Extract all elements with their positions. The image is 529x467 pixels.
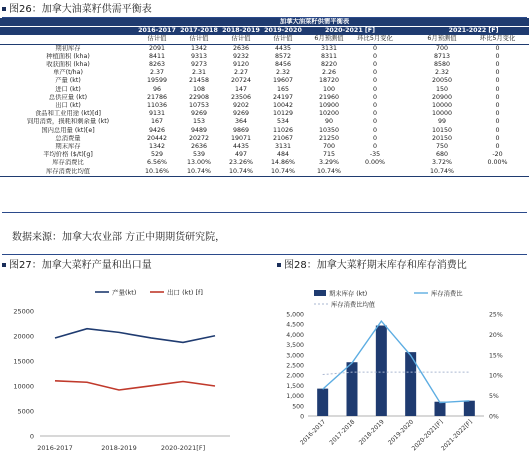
table-cell: 0 xyxy=(372,126,377,134)
table-cell: 10.74% xyxy=(178,168,220,177)
table-cell: 8572 xyxy=(274,52,292,60)
table-cell: 11036 xyxy=(146,102,168,110)
table-cell: 10200 xyxy=(318,110,340,118)
y-tick-label: 5000 xyxy=(17,407,34,416)
x-tick-label: 2018-2019 xyxy=(101,444,137,452)
bar xyxy=(347,362,358,416)
y-left-tick-label: 500 xyxy=(292,403,304,411)
x-tick-label: 2020-2021[F] xyxy=(160,444,206,452)
row-label: 单产(t/ha) xyxy=(53,69,83,77)
table-cell: 2636 xyxy=(190,143,208,151)
table-cell: 20900 xyxy=(431,93,453,101)
table-cell: 20150 xyxy=(431,134,453,142)
col-subheader: 估计值 xyxy=(262,35,304,44)
table-cell: 0 xyxy=(372,118,377,126)
y-right-tick-label: 20% xyxy=(489,331,503,339)
table-cell: 0 xyxy=(372,134,377,142)
table-cell: 750 xyxy=(435,143,449,151)
table-cell: 8263 xyxy=(148,61,166,69)
x-tick-label: 2016-2017 xyxy=(37,444,73,452)
legend-label: 产量(kt) xyxy=(112,288,137,297)
table-cell: 10042 xyxy=(272,102,294,110)
table-cell xyxy=(396,151,418,159)
bar xyxy=(376,326,387,416)
table-row xyxy=(0,159,529,167)
table-row xyxy=(0,110,529,118)
row-label: 收获面积 (kha) xyxy=(46,61,90,69)
table-row xyxy=(0,44,529,53)
table-year-header xyxy=(0,27,529,36)
table-row xyxy=(0,143,529,151)
table-cell: 2.37 xyxy=(149,69,165,77)
col-subheader: 6月预测值 xyxy=(304,35,354,44)
table-cell: 0 xyxy=(372,85,377,93)
fig26-title: 图26：加拿大油菜籽供需平衡表 xyxy=(2,4,152,16)
table-cell: 21458 xyxy=(188,77,210,85)
table-cell: 9120 xyxy=(232,61,250,69)
col-header: 2017-2018 xyxy=(178,27,220,36)
table-cell: 165 xyxy=(276,85,290,93)
fig27-title: 图27：加拿大菜籽产量和出口量 xyxy=(2,260,152,272)
table-sub-header xyxy=(0,35,529,44)
legend-label: 库存消费比 xyxy=(431,290,463,298)
table-cell: 2636 xyxy=(232,44,250,52)
table-cell: 364 xyxy=(234,118,248,126)
x-tick-label: 2019-2020 xyxy=(386,418,416,447)
table-cell xyxy=(396,44,418,53)
table-row xyxy=(0,69,529,77)
table-cell: 0.00% xyxy=(364,159,385,167)
y-left-tick-label: 4,500 xyxy=(286,321,304,329)
y-right-tick-label: 25% xyxy=(489,311,503,319)
table-cell xyxy=(396,69,418,77)
table-cell: 23506 xyxy=(230,93,252,101)
table-cell: 2.31 xyxy=(191,69,207,77)
y-right-tick-label: 5% xyxy=(489,393,499,401)
y-left-tick-label: 3,000 xyxy=(286,352,304,360)
col-header: 2018-2019 xyxy=(220,27,262,36)
table-cell: 3.29% xyxy=(318,159,339,167)
table-body xyxy=(0,44,529,176)
row-label: 国内总用量 (kt)[e] xyxy=(41,126,95,134)
table-cell: 497 xyxy=(234,151,248,159)
y-right-tick-label: 0% xyxy=(489,413,499,421)
table-cell: 96 xyxy=(152,85,161,93)
stock-ratio-chart xyxy=(270,276,529,467)
table-row xyxy=(0,118,529,126)
table-cell: 18720 xyxy=(318,77,340,85)
table-cell: 99 xyxy=(437,118,446,126)
table-cell: 6.56% xyxy=(146,159,167,167)
table-cell: 700 xyxy=(322,143,336,151)
table-cell: 3.72% xyxy=(431,159,452,167)
table-cell: 150 xyxy=(435,85,449,93)
col-header: 2016-2017 xyxy=(136,27,178,36)
series-line xyxy=(55,381,215,390)
table-cell: 8580 xyxy=(433,61,451,69)
y-left-tick-label: 5,000 xyxy=(286,311,304,319)
table-cell: 1342 xyxy=(148,143,166,151)
table-cell: 10000 xyxy=(431,110,453,118)
row-label: 种植面积 (kha) xyxy=(46,52,90,60)
col-header: 2019-2020 xyxy=(262,27,304,36)
table-cell: 9269 xyxy=(232,110,250,118)
col-header: 2021-2022 [F] xyxy=(418,27,529,36)
bar xyxy=(317,389,328,416)
table-cell: 0 xyxy=(495,44,500,52)
row-label: 进口 (kt) xyxy=(55,85,81,93)
table-cell: 20050 xyxy=(431,77,453,85)
table-cell xyxy=(396,86,418,94)
bar xyxy=(464,401,475,416)
table-cell: 9269 xyxy=(190,110,208,118)
table-cell: 22908 xyxy=(188,93,210,101)
table-cell: 0 xyxy=(372,93,377,101)
table-cell: 0 xyxy=(495,69,500,77)
table-cell: 0 xyxy=(495,126,500,134)
table-cell xyxy=(396,159,418,167)
table-cell xyxy=(396,135,418,143)
table-cell: 715 xyxy=(322,151,336,159)
row-label: 平均价格 ($/t)[g] xyxy=(43,151,93,159)
table-cell xyxy=(396,127,418,135)
table-cell: 0 xyxy=(495,134,500,142)
x-tick-label: 2021-2022[F] xyxy=(439,418,474,453)
table-cell: 167 xyxy=(150,118,164,126)
y-left-tick-label: 4,000 xyxy=(286,331,304,339)
col-header: 2020-2021 [F] xyxy=(304,27,396,36)
table-cell: 153 xyxy=(192,118,206,126)
fig28-chart xyxy=(270,276,529,467)
table-cell: 10.16% xyxy=(136,168,178,177)
legend-swatch xyxy=(314,290,326,296)
table-cell: 10.74% xyxy=(304,168,354,177)
table-cell: 539 xyxy=(192,151,206,159)
table-cell: -35 xyxy=(369,151,381,159)
table-cell: 8713 xyxy=(433,52,451,60)
table-cell: 9202 xyxy=(232,102,250,110)
row-label: 库存消费比均值 xyxy=(0,168,136,177)
table-cell: 0 xyxy=(372,69,377,77)
legend-label: 出口 (kt) [f] xyxy=(167,288,203,297)
table-cell: 9232 xyxy=(232,52,250,60)
table-cell: 108 xyxy=(192,85,206,93)
col-subheader: 6月预测值 xyxy=(418,35,466,44)
table-cell xyxy=(396,94,418,102)
table-cell: 9131 xyxy=(148,110,166,118)
table-cell xyxy=(466,168,529,177)
table-cell: 0 xyxy=(495,61,500,69)
col-subheader: 估计值 xyxy=(178,35,220,44)
x-tick-label: 2018-2019 xyxy=(357,418,386,447)
table-cell: 484 xyxy=(276,151,290,159)
row-label: 库存消费比 xyxy=(52,159,84,167)
table-cell: 680 xyxy=(435,151,449,159)
row-label: 总供应量 (kt) xyxy=(48,93,88,101)
divider xyxy=(2,212,527,213)
table-cell xyxy=(396,53,418,61)
table-cell: 0 xyxy=(495,110,500,118)
table-cell: 147 xyxy=(234,85,248,93)
table-cell: 9489 xyxy=(190,126,208,134)
table-cell: 10.74% xyxy=(220,168,262,177)
legend-label: 库存消费比均值 xyxy=(331,301,376,309)
y-tick-label: 10000 xyxy=(13,382,34,391)
table-cell: 1342 xyxy=(190,44,208,52)
table-cell: 0 xyxy=(495,77,500,85)
table-cell: 19607 xyxy=(272,77,294,85)
table-cell: 4435 xyxy=(274,44,292,52)
table-cell: 0 xyxy=(372,143,377,151)
table-cell: 2091 xyxy=(148,44,166,52)
table-cell: 10753 xyxy=(188,102,210,110)
fig28-title: 图28：加拿大菜籽期末库存和库存消费比 xyxy=(277,260,467,272)
x-tick-label: 2016-2017 xyxy=(298,418,328,447)
table-cell: 2.32 xyxy=(434,69,450,77)
col-subheader: 环比5月变化 xyxy=(466,35,529,44)
table-cell: 700 xyxy=(435,44,449,52)
table-cell: 19599 xyxy=(146,77,168,85)
table-cell: 0 xyxy=(495,102,500,110)
table-cell: 19071 xyxy=(230,134,252,142)
y-left-tick-label: 2,500 xyxy=(286,362,304,370)
x-tick-label: 2020-2021[F] xyxy=(410,418,445,453)
table-cell: 0 xyxy=(495,52,500,60)
source-note: 数据来源：加拿大农业部 方正中期期货研究院， xyxy=(12,232,226,243)
table-cell: 10.74% xyxy=(262,168,304,177)
table-cell: 0 xyxy=(495,118,500,126)
table-row xyxy=(0,53,529,61)
row-label: 出口 (kt) xyxy=(55,102,81,110)
ratio-line xyxy=(323,321,470,402)
table-cell: 0 xyxy=(495,93,500,101)
y-right-tick-label: 10% xyxy=(489,372,503,380)
table-cell: 9869 xyxy=(232,126,250,134)
table-cell: 20724 xyxy=(230,77,252,85)
table-cell: 14.86% xyxy=(270,159,295,167)
table-cell: 3131 xyxy=(320,44,338,52)
table-cell: 0 xyxy=(372,102,377,110)
table-cell: 23.26% xyxy=(228,159,253,167)
table-cell: 0 xyxy=(372,110,377,118)
balance-table xyxy=(0,18,529,177)
x-tick-label: 2017-2018 xyxy=(328,418,357,447)
y-left-tick-label: 3,500 xyxy=(286,342,304,350)
table-row xyxy=(0,135,529,143)
table-cell xyxy=(396,168,418,177)
table-cell: 11026 xyxy=(272,126,294,134)
table-cell: -20 xyxy=(492,151,503,159)
table-row xyxy=(0,102,529,110)
table-cell: 9426 xyxy=(148,126,166,134)
table-title: 加拿大油菜籽供需平衡表 xyxy=(0,18,529,27)
bullet-icon xyxy=(2,7,6,11)
table-cell: 20272 xyxy=(188,134,210,142)
y-tick-label: 20000 xyxy=(13,332,34,341)
table-cell: 0 xyxy=(495,143,500,151)
table-cell: 8220 xyxy=(320,61,338,69)
table-cell: 2.26 xyxy=(321,69,337,77)
table-cell: 100 xyxy=(322,85,336,93)
table-cell xyxy=(396,61,418,69)
bullet-icon xyxy=(277,263,281,267)
table-cell: 0 xyxy=(372,52,377,60)
fig27-chart xyxy=(0,276,262,467)
table-cell: 8311 xyxy=(320,52,338,60)
table-cell xyxy=(396,118,418,126)
table-cell: 10900 xyxy=(318,102,340,110)
table-cell: 20442 xyxy=(146,134,168,142)
col-subheader: 估计值 xyxy=(220,35,262,44)
table-cell: 21067 xyxy=(272,134,294,142)
y-left-tick-label: 0 xyxy=(300,413,304,421)
y-left-tick-label: 1,000 xyxy=(286,393,304,401)
series-line xyxy=(55,329,215,343)
y-left-tick-label: 1,500 xyxy=(286,382,304,390)
table-row xyxy=(0,127,529,135)
y-tick-label: 25000 xyxy=(13,307,34,316)
bar xyxy=(435,402,446,416)
table-row xyxy=(0,77,529,85)
table-cell: 0.00% xyxy=(487,159,508,167)
table-cell xyxy=(396,77,418,85)
table-cell: 534 xyxy=(276,118,290,126)
table-cell: 21786 xyxy=(146,93,168,101)
table-cell: 90 xyxy=(324,118,333,126)
y-tick-label: 15000 xyxy=(13,357,34,366)
average-line xyxy=(323,372,470,374)
y-right-tick-label: 15% xyxy=(489,352,503,360)
table-cell xyxy=(354,168,396,177)
row-label: 总消费量 xyxy=(55,134,81,142)
table-cell xyxy=(396,110,418,118)
table-cell: 0 xyxy=(372,77,377,85)
y-tick-label: 0 xyxy=(29,432,34,441)
table-row xyxy=(0,168,529,177)
table-cell: 3131 xyxy=(274,143,292,151)
table-cell: 10150 xyxy=(431,126,453,134)
table-cell: 529 xyxy=(150,151,164,159)
table-cell: 24197 xyxy=(272,93,294,101)
table-cell: 0 xyxy=(495,85,500,93)
table-cell: 2.32 xyxy=(275,69,291,77)
table-cell: 10129 xyxy=(272,110,294,118)
table-cell: 10000 xyxy=(431,102,453,110)
row-label: 饲用消费，损耗和剩余量 (kt) xyxy=(26,118,110,126)
row-label: 期初库存 xyxy=(55,44,81,52)
row-label: 食品和工业用途 (kt)[d] xyxy=(34,110,102,118)
bullet-icon xyxy=(2,263,6,267)
table-cell: 9273 xyxy=(190,61,208,69)
production-export-chart xyxy=(0,276,262,467)
row-label: 期末库存 xyxy=(55,143,81,151)
table-cell: 21960 xyxy=(318,93,340,101)
row-label: 产量 (kt) xyxy=(55,77,81,85)
table-cell: 21250 xyxy=(318,134,340,142)
table-row xyxy=(0,94,529,102)
table-cell xyxy=(396,102,418,110)
y-left-tick-label: 2,000 xyxy=(286,372,304,380)
table-cell: 4435 xyxy=(232,143,250,151)
divider xyxy=(2,254,527,255)
table-cell: 9313 xyxy=(190,52,208,60)
table-cell: 10350 xyxy=(318,126,340,134)
table-cell: 8456 xyxy=(274,61,292,69)
table-row xyxy=(0,151,529,159)
table-cell: 10.74% xyxy=(418,168,466,177)
table-cell: 2.27 xyxy=(233,69,249,77)
table-cell: 0 xyxy=(372,61,377,69)
table-cell xyxy=(396,143,418,151)
table-cell: 0 xyxy=(372,44,377,52)
table-cell: 8411 xyxy=(148,52,166,60)
table-row xyxy=(0,86,529,94)
table-row xyxy=(0,61,529,69)
col-subheader: 环比5月变化 xyxy=(354,35,396,44)
col-subheader: 估计值 xyxy=(136,35,178,44)
table-cell: 13.00% xyxy=(186,159,211,167)
legend-label: 期末库存 (kt) xyxy=(329,290,368,298)
